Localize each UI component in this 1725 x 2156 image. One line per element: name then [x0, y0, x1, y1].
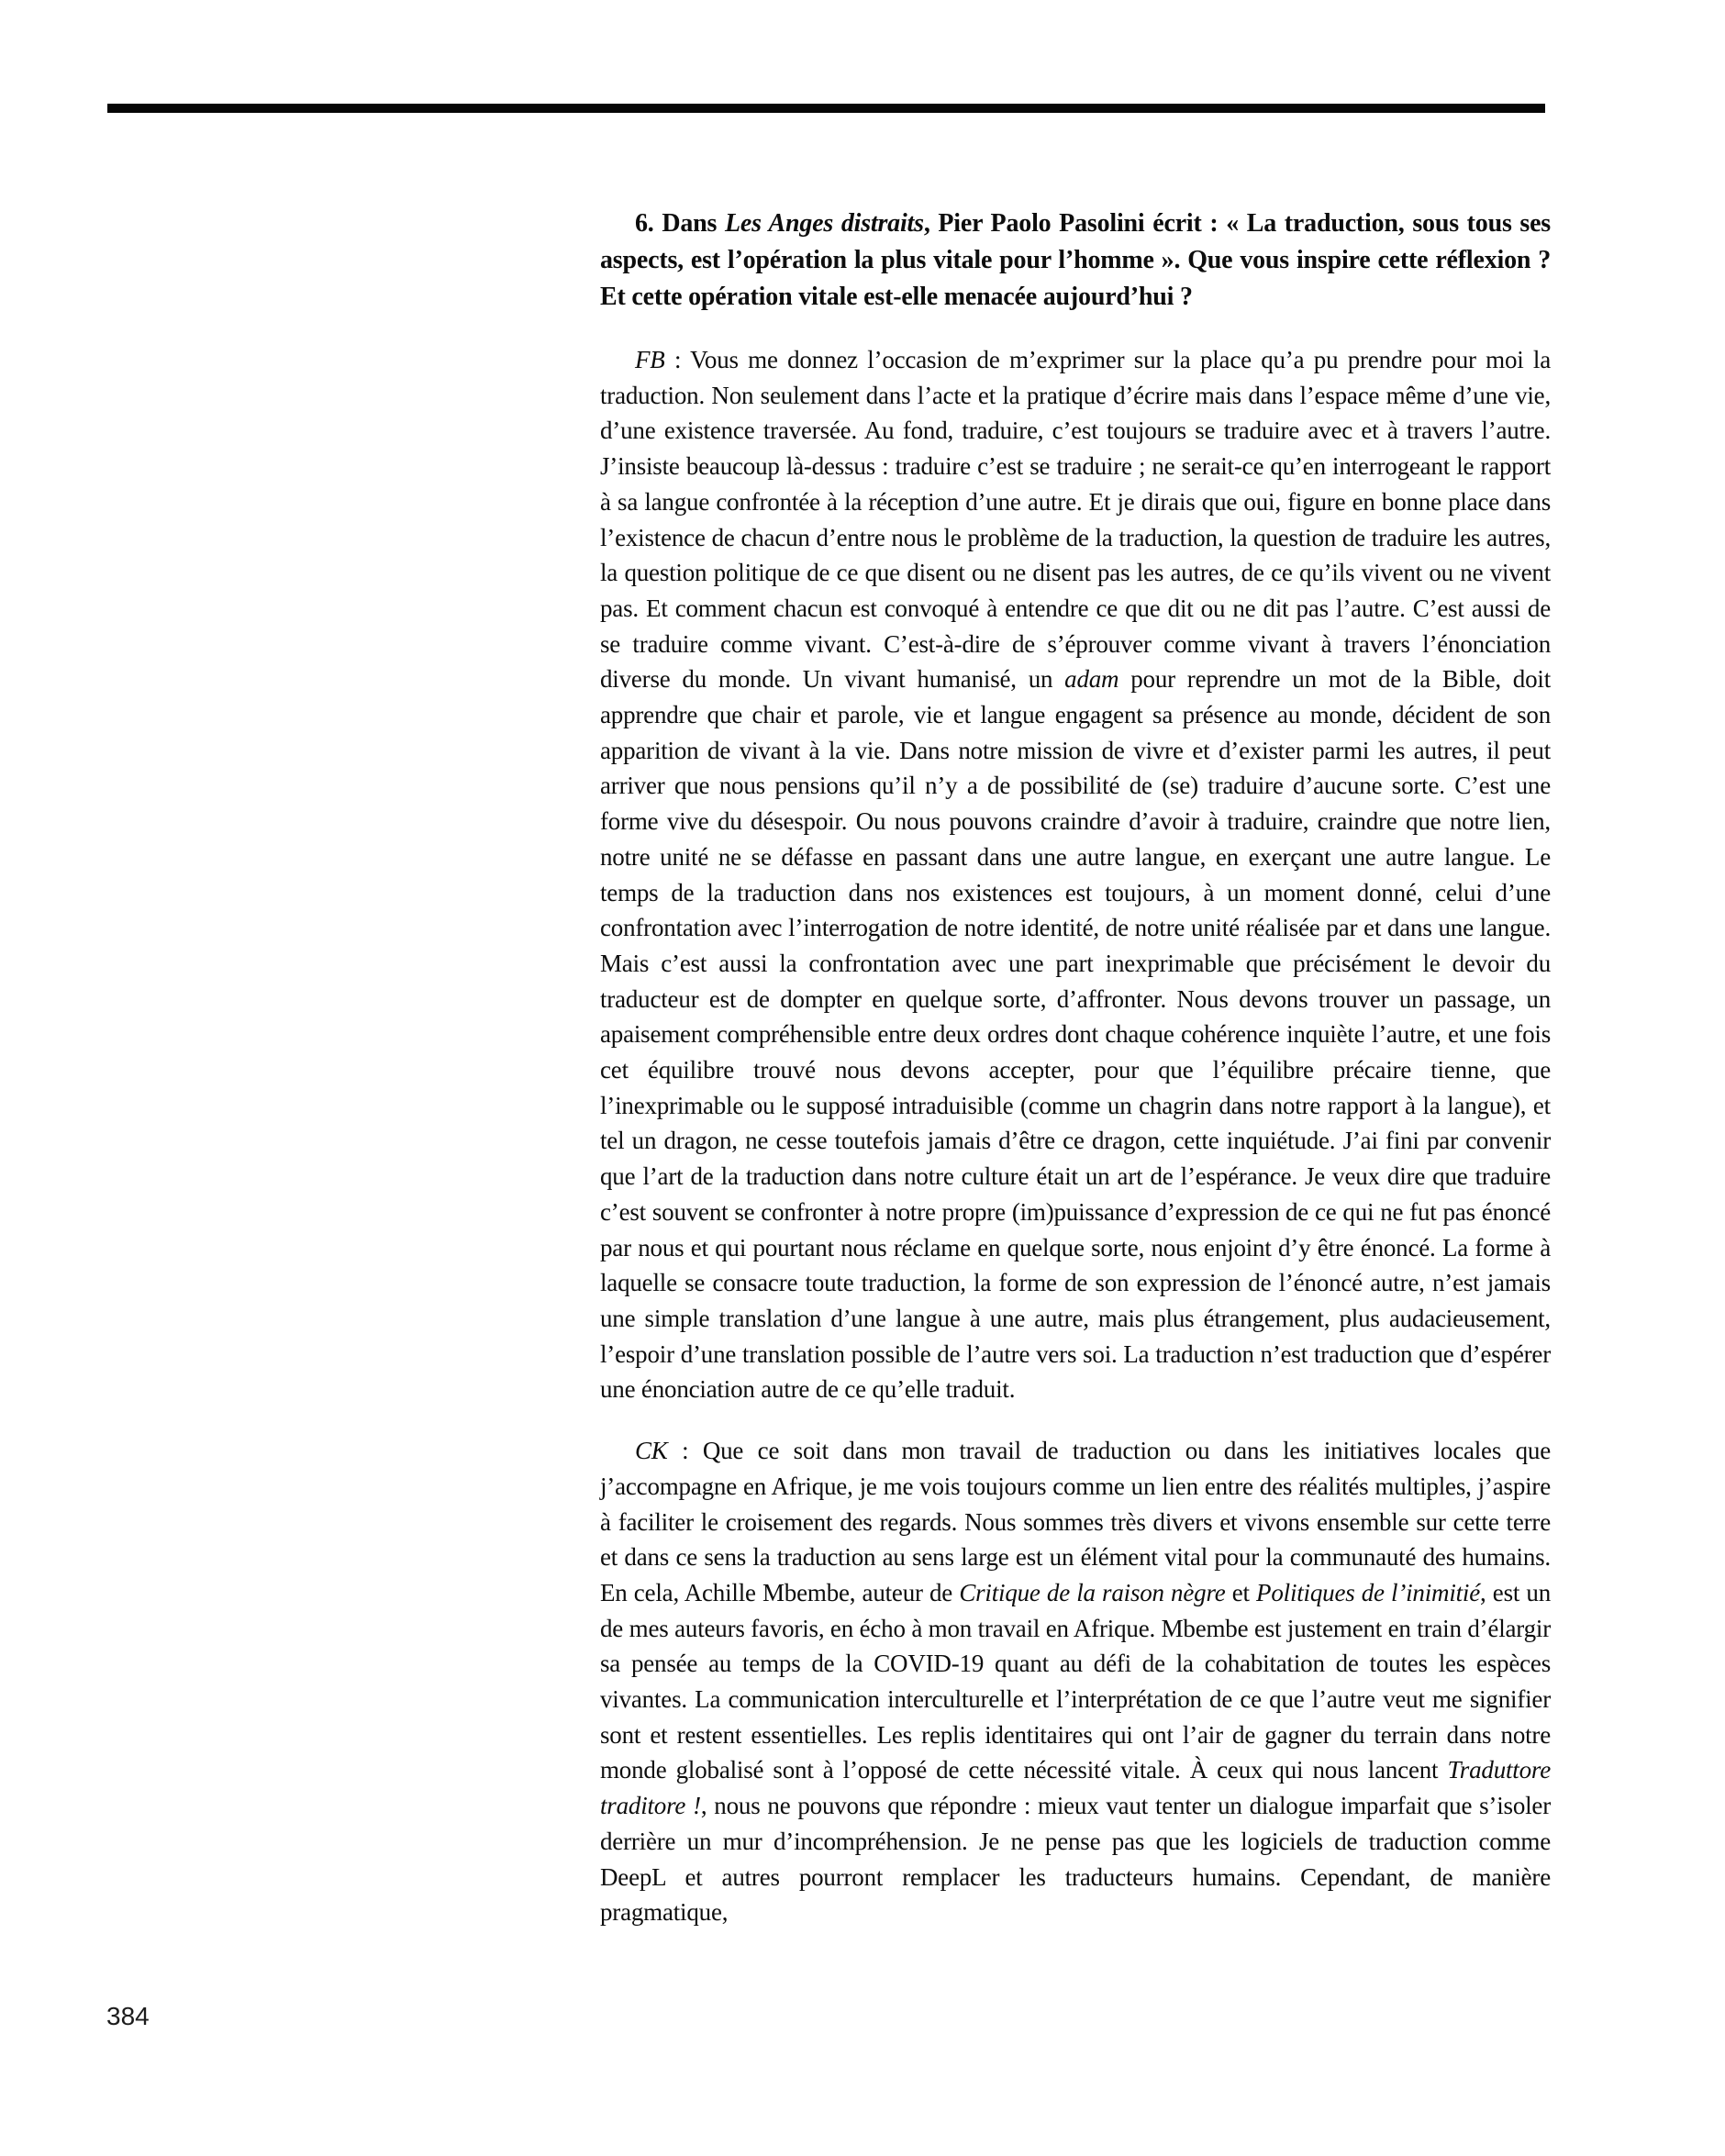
interview-question: 6. Dans Les Anges distraits, Pier Paolo Pasolini écrit : « La traduction, sous tous ses aspects, est l’opération la plus vitale pour l’homme ». Que vous inspire cette réflexion ? Et cette opération vitale est-elle menacée aujourd’hui ?	[600, 209, 1552, 311]
answer-paragraph-fb: FB : Vous me donnez l’occasion de m’exprimer sur la place qu’a pu prendre pour moi la traduction. Non seulement dans l’acte et la pratique d’écrire mais dans l’espace même d’une vie, d’une existence traversée. Au fond, traduire, c’est toujours se traduire avec et à travers l’autre. J’insiste beaucoup là-dessus : traduire c’est se traduire ; ne serait-ce qu’en interrogeant le rapport à sa langue confrontée à la réception d’une autre. Et je dirais que oui, figure en bonne place dans l’existence de chacun d’entre nous le problème de la traduction, la question de traduire les autres, la question politique de ce que disent ou ne disent pas les autres, de ce qu’ils vivent ou ne vivent pas. Et comment chacun est convoqué à entendre ce que dit ou ne dit pas l’autre. C’est aussi de se traduire comme vivant. C’est-à-dire de s’éprouver comme vivant à travers l’énonciation diverse du monde. Un vivant humanisé, un adam pour reprendre un mot de la Bible, doit apprendre que chair et parole, vie et langue engagent sa présence au monde, décident de son apparition de vivant à la vie. Dans notre mission de vivre et d’exister parmi les autres, il peut arriver que nous pensions qu’il n’y a de possibilité de (se) traduire d’aucune sorte. C’est une forme vive du désespoir. Ou nous pouvons craindre d’avoir à traduire, craindre que notre lien, notre unité ne se défasse en passant dans une autre langue, en exerçant une autre langue. Le temps de la traduction dans nos existences est toujours, à un moment donné, celui d’une confrontation avec l’interrogation de notre identité, de notre unité réalisée par et dans une langue. Mais c’est aussi la confrontation avec une part inexprimable que précisément le devoir du traducteur est de dompter en quelque sorte, d’affronter. Nous devons trouver un passage, un apaisement compréhensible entre deux ordres dont chaque cohérence inquiète l’autre, et une fois cet équilibre trouvé nous devons accepter, pour que l’équilibre précaire tienne, que l’inexprimable ou le supposé intraduisible (comme un chagrin dans notre rapport à la langue), et tel un dragon, ne cesse toutefois jamais d’être ce dragon, cette inquiétude. J’ai fini par convenir que l’art de la traduction dans notre culture était un art de l’espérance. Je veux dire que traduire c’est souvent se confronter à notre propre (im)puissance d’expression de ce qui ne fut pas énoncé par nous et qui pourtant nous réclame en quelque sorte, nous enjoint d’y être énoncé. La forme à laquelle se consacre toute traduction, la forme de son expression de l’énoncé autre, n’est jamais une simple translation d’une langue à une autre, mais plus étrangement, plus audacieusement, l’espoir d’une translation possible de l’autre vers soi. La traduction n’est traduction que d’espérer une énonciation autre de ce qu’elle traduit.	[600, 346, 1551, 1404]
text-column	[600, 206, 1551, 1930]
header-rule	[107, 104, 1545, 113]
answer-paragraph-ck: CK : Que ce soit dans mon travail de traduction ou dans les initiatives locales que j’accompagne en Afrique, je me vois toujours comme un lien entre des réalités multiples, j’aspire à faciliter le croisement des regards. Nous sommes très divers et vivons ensemble sur cette terre et dans ce sens la traduction au sens large est un élément vital pour la communauté des humains. En cela, Achille Mbembe, auteur de Critique de la raison nègre et Politiques de l’inimitié, est un de mes auteurs favoris, en écho à mon travail en Afrique. Mbembe est justement en train d’élargir sa pensée au temps de la COVID-19 quant au défi de la cohabitation de toutes les espèces vivantes. La communication interculturelle et l’interprétation de ce que l’autre veut me signifier sont et restent essentielles. Les replis identitaires qui ont l’air de gagner du terrain dans notre monde globalisé sont à l’opposé de cette nécessité vitale. À ceux qui nous lancent Traduttore traditore !, nous ne pouvons que répondre : mieux vaut tenter un dialogue imparfait que s’isoler derrière un mur d’incompréhension. Je ne pense pas que les logiciels de traduction comme DeepL et autres pourront remplacer les traducteurs humains. Cependant, de manière pragmatique,	[600, 1437, 1551, 1927]
page-number: 384	[106, 2002, 150, 2030]
